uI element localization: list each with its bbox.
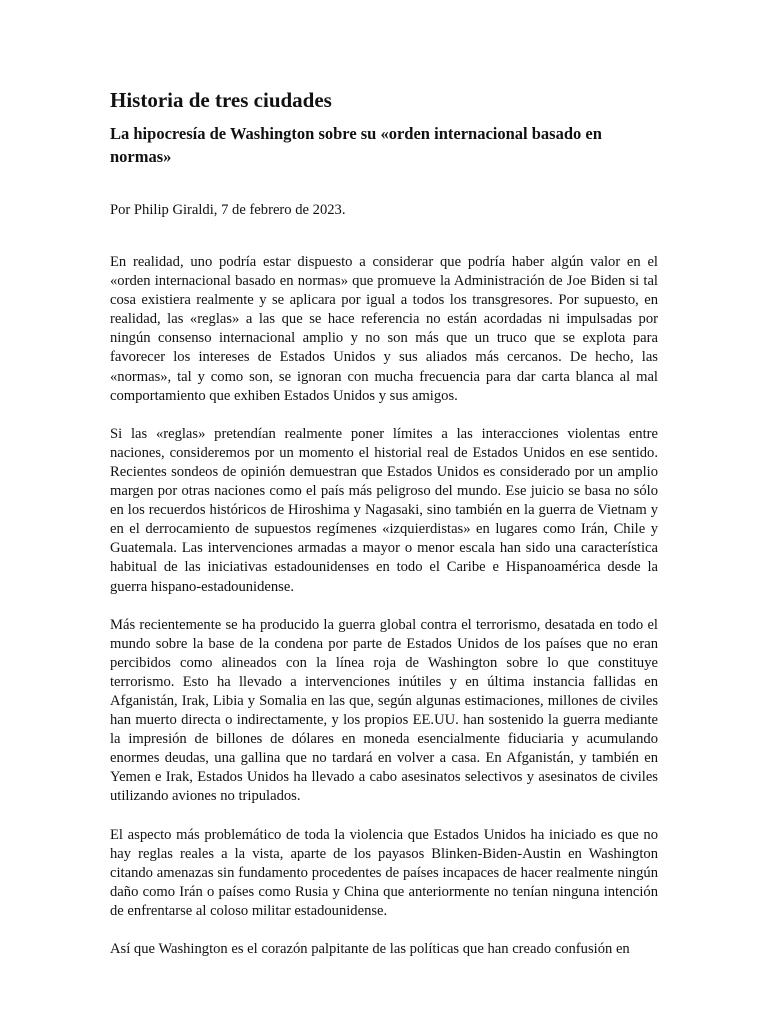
article-title: Historia de tres ciudades (110, 88, 332, 112)
article-byline: Por Philip Giraldi, 7 de febrero de 2023. (110, 202, 346, 218)
paragraph: Si las «reglas» pretendían realmente poner límites a las interacciones violentas entre naciones, consideremos por un momento el historial real de Estados Unidos en ese sentido. Recientes sondeos de opinión demuestran que Estados Unidos es considerado por un amplio margen por otras naciones como el país más peligroso del mundo. Ese juicio se basa no sólo en los recuerdos históricos de Hiroshima y Nagasaki, sino también en la guerra de Vietnam y en el derrocamiento de supuestos regímenes «izquierdistas» en lugares como Irán, Chile y Guatemala. Las intervenciones armadas a mayor o menor escala han sido una característica habitual de las iniciativas estadounidenses en todo el Caribe e Hispanoamérica desde la guerra hispano-estadounidense. (110, 425, 658, 595)
article-body (110, 253, 658, 959)
document-page (110, 86, 658, 978)
paragraph: Más recientemente se ha producido la guerra global contra el terrorismo, desatada en todo el mundo sobre la base de la condena por parte de Estados Unidos de los países que no eran percibidos como alineados con la línea roja de Washington sobre lo que constituye terrorismo. Esto ha llevado a intervenciones inútiles y en última instancia fallidas en Afganistán, Irak, Libia y Somalia en las que, según algunas estimaciones, millones de civiles han muerto directa o indirectamente, y los propios EE.UU. han sostenido la guerra mediante la impresión de billones de dólares en moneda esencialmente fiduciaria y acumulando enormes deudas, una gallina que no tardará en volver a casa. En Afganistán, y también en Yemen e Irak, Estados Unidos ha llevado a cabo asesinatos selectivos y asesinatos de civiles utilizando aviones no tripulados. (110, 616, 658, 805)
paragraph: Así que Washington es el corazón palpitante de las políticas que han creado confusión en (110, 941, 630, 957)
paragraph: El aspecto más problemático de toda la violencia que Estados Unidos ha iniciado es que no hay reglas reales a la vista, aparte de los payasos Blinken-Biden-Austin en Washington citando amenazas sin fundamento procedentes de países incapaces de hacer realmente ningún daño como Irán o países como Rusia y China que anteriormente no tenían ninguna intención de enfrentarse al coloso militar estadounidense. (110, 826, 658, 919)
paragraph: En realidad, uno podría estar dispuesto a considerar que podría haber algún valor en el «orden internacional basado en normas» que promueve la Administración de Joe Biden si tal cosa existiera realmente y se aplicara por igual a todos los transgresores. Por supuesto, en realidad, las «reglas» a las que se hace referencia no están acordadas ni impulsadas por ningún consenso internacional amplio y no son más que un truco que se explota para favorecer los intereses de Estados Unidos y sus aliados más cercanos. De hecho, las «normas», tal y como son, se ignoran con mucha frecuencia para dar carta blanca al mal comportamiento que exhiben Estados Unidos y sus amigos. (110, 254, 658, 404)
article-subtitle: La hipocresía de Washington sobre su «orden internacional basado en normas» (110, 124, 602, 166)
